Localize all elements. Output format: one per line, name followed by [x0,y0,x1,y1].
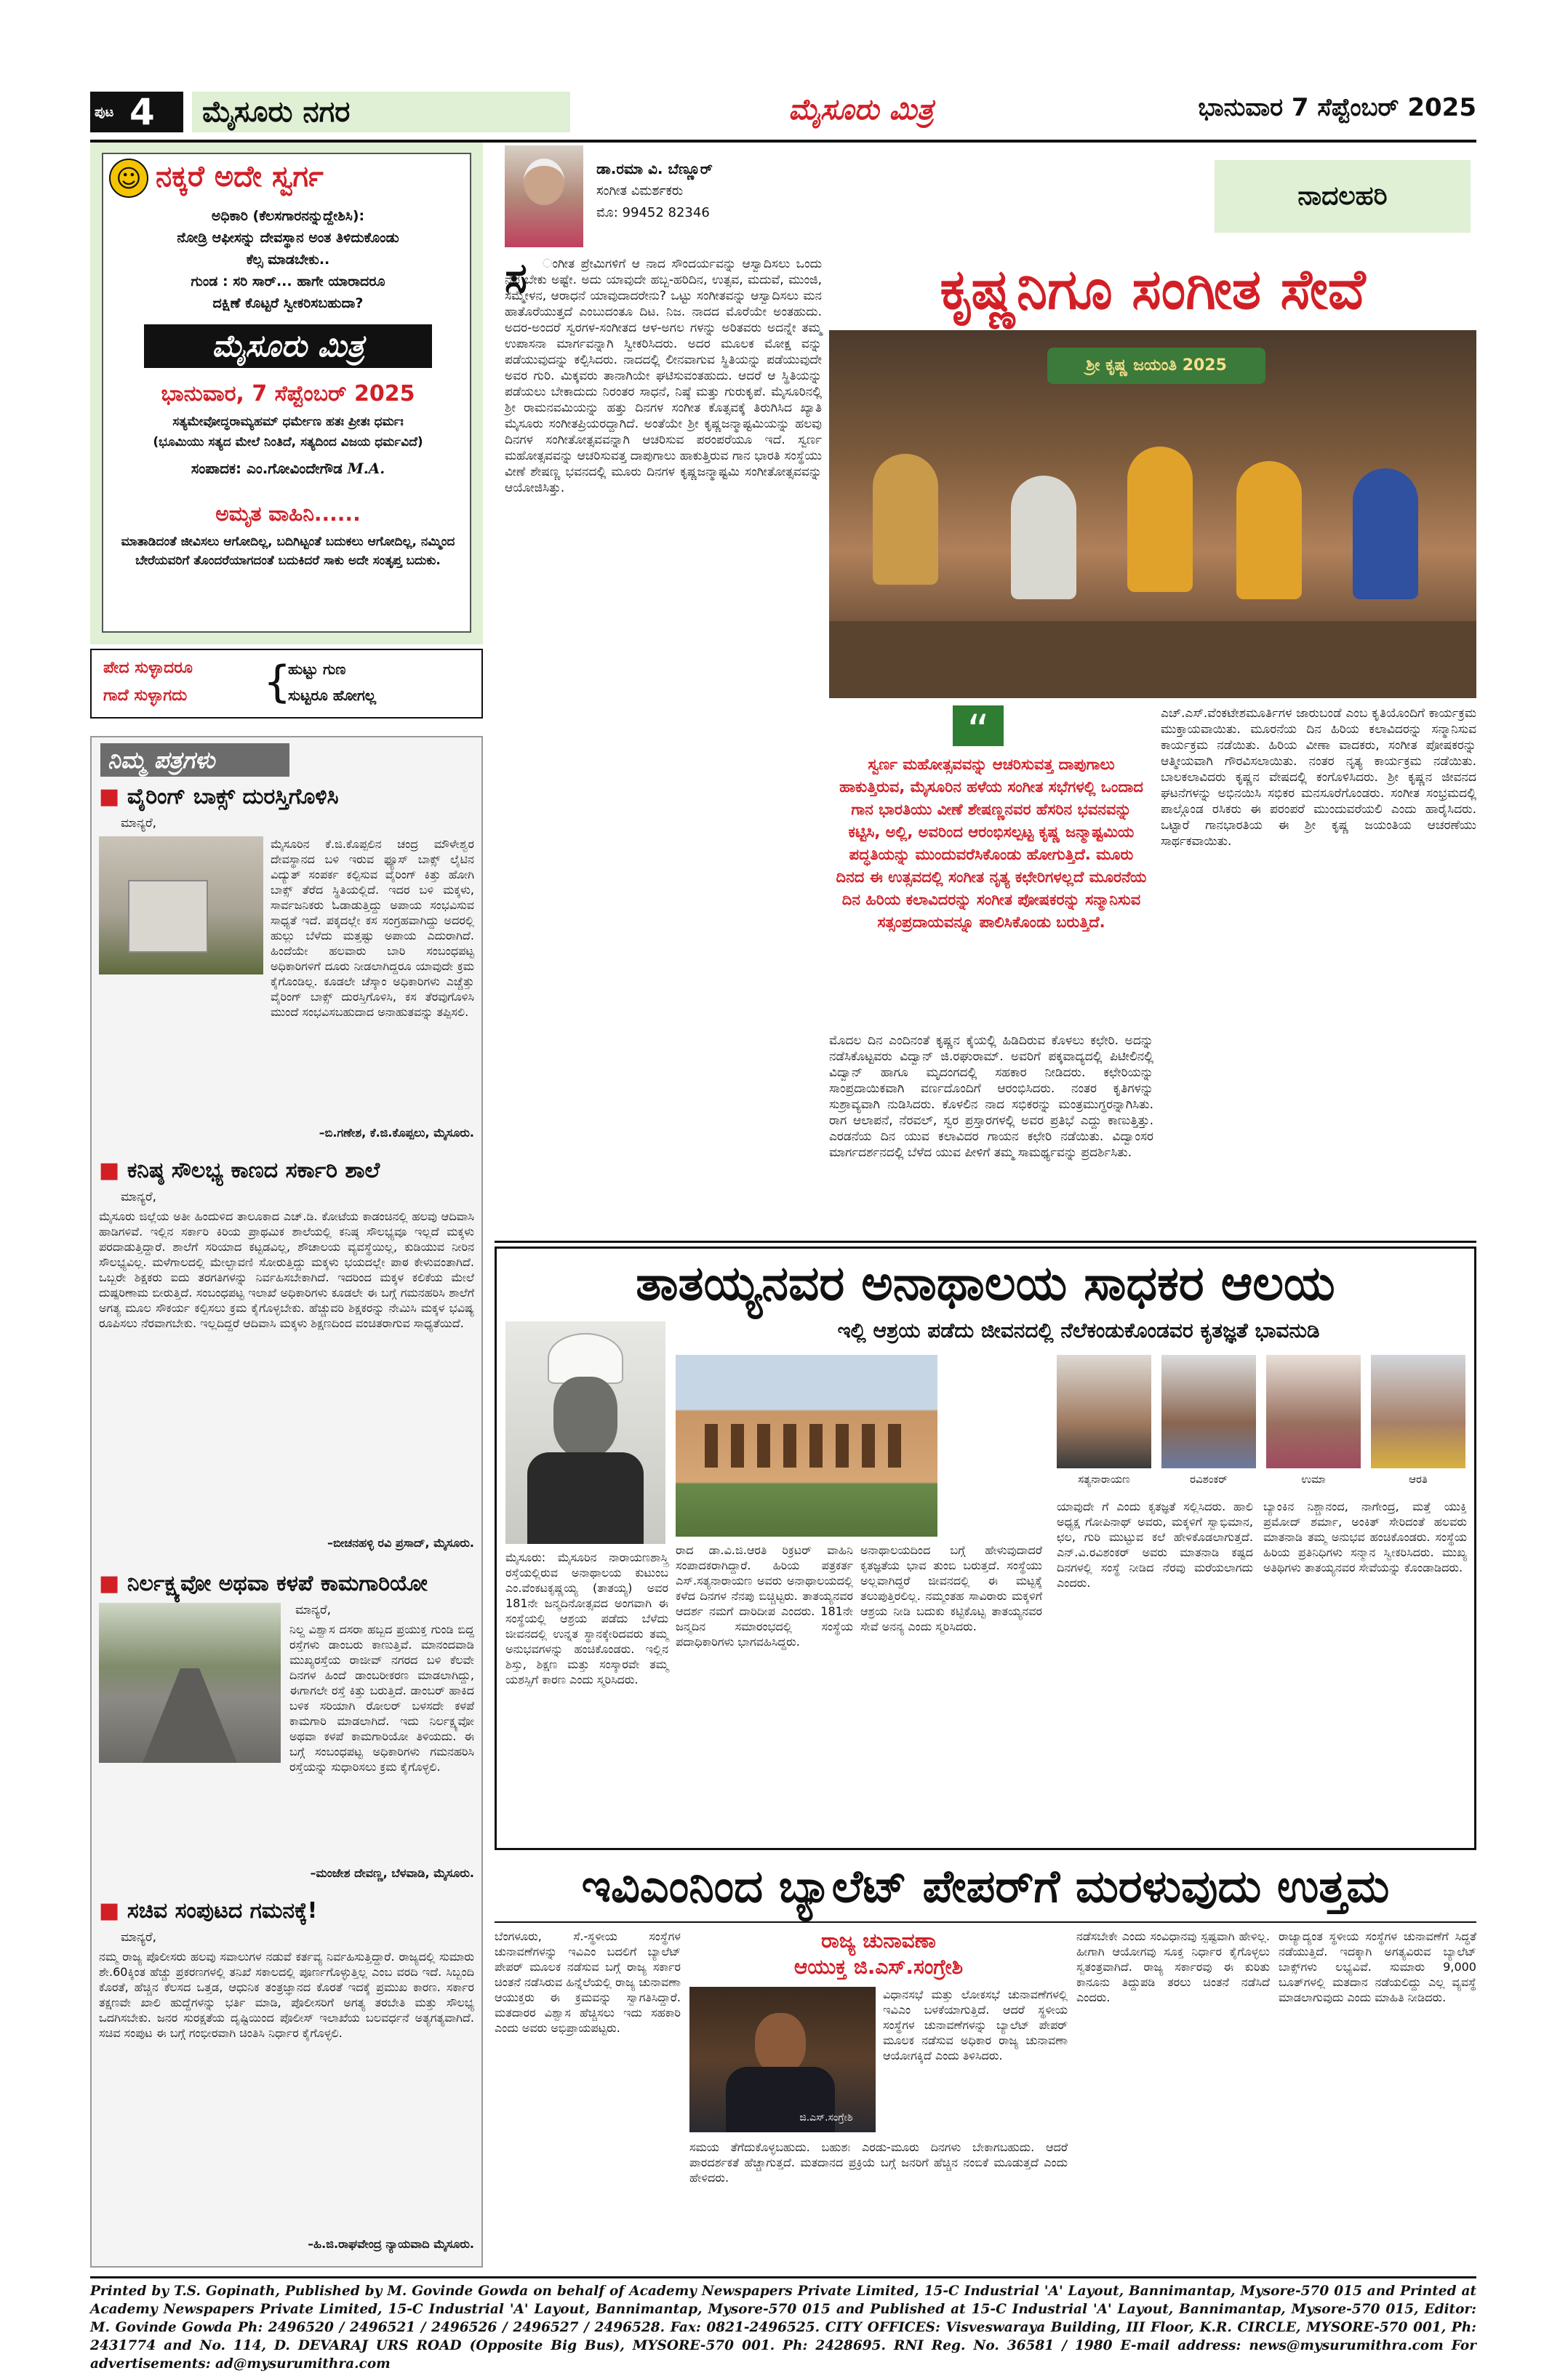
orphanage-col-3: ಅನಾಥಾಲಯದಿಂದ ಬಗ್ಗೆ ಹೇಳುವುದಾದರೆ ಕೃತಜ್ಞತೆಯ ಭಾವ ತುಂಬಿ ಬರುತ್ತದೆ. ಸಂಸ್ಥೆಯು ಅಲ್ಲವಾಗಿದ್ದರೆ ಜೀವನದಲ್ಲಿ ಈ ಮಟ್ಟಕ್ಕೆ ತಲುಪುತ್ತಿರಲಿಲ್ಲ. ನಮ್ಮಂತಹ ಸಾವಿರಾರು ಮಕ್ಕಳಿಗೆ ಆಶ್ರಯ ನೀಡಿ ಬದುಕು ಕಟ್ಟಿಕೊಟ್ಟ ತಾತಯ್ಯನವರ ಸೇವೆ ಅನನ್ಯ ಎಂದು ಸ್ಮರಿಸಿದರು. [860,1543,1042,1633]
person-photo-2 [1161,1355,1256,1468]
orphanage-col-4: ಯಾವುದೇ ಗೆ ಎಂದು ಕೃತಜ್ಞತೆ ಸಲ್ಲಿಸಿದರು. ಹಾಲಿ ಅಧ್ಯಕ್ಷ ಗೋಪಿನಾಥ್ ಅವರು, ಮಕ್ಕಳಿಗೆ ಸ್ವಾಭಿಮಾನ, ಛಲ, ಗುರಿ ಮುಟ್ಟುವ ಕಲೆ ಹೇಳಿಕೊಡಲಾಗುತ್ತದೆ. ಎನ್.ವಿ.ರವಿಶಂಕರ್ ಅವರು ಮಾತನಾಡಿ ಕಷ್ಟದ ದಿನಗಳಲ್ಲಿ ಸಂಸ್ಥೆ ನೀಡಿದ ನೆರವು ಮರೆಯಲಾಗದು ಎಂದರು. [1057,1500,1253,1590]
letter-4-salutation: ಮಾನ್ಯರೆ, [121,1930,157,1945]
letters-title: ನಿಮ್ಮ ಪತ್ರಗಳು [100,743,289,777]
letter-1 [99,784,474,1151]
joke-inner [102,153,471,633]
person-name-3: ಉಮಾ [1301,1473,1326,1486]
page-label: ಪುಟ [95,105,114,120]
ballot-byline-2: ಆಯುಕ್ತ ಜಿ.ಎಸ್.ಸಂಗ್ರೇಶಿ [793,1955,964,1979]
masthead-motto-2: (ಭೂಮಿಯು ಸತ್ಯದ ಮೇಲೆ ನಿಂತಿದೆ, ಸತ್ಯದಿಂದ ವಿಜಯ ಧರ್ಮವಿದೆ) [153,435,423,449]
letter-1-title: ■ ವೈರಿಂಗ್ ಬಾಕ್ಸ್ ದುರಸ್ತಿಗೊಳಿಸಿ [99,784,339,809]
person-photo-4 [1371,1355,1465,1468]
letter-4-title-text: ಸಚಿವ ಸಂಪುಟದ ಗಮನಕ್ಕೆ! [127,1898,318,1924]
ballot-head-rule [495,1921,1476,1923]
nadalahari-bottom-rule [495,1241,1476,1243]
orphanage-col-5: ಬ್ಯಾಂಕಿನ ನಿಶ್ಚಾನಂದ, ನಾಗೇಂದ್ರ, ಮತ್ತೆ ಯುಕ್ತಿ ಪ್ರಮೋದ್ ಶರ್ಮಾ, ಅಂಕಿತ್ ಸೇರಿದಂತೆ ಹಲವರು ಮಾತನಾಡಿ ತಮ್ಮ ಅನುಭವ ಹಂಚಿಕೊಂಡರು. ಸಂಸ್ಥೆಯ ಹಿರಿಯ ಪ್ರತಿನಿಧಿಗಳು ಸನ್ಮಾನ ಸ್ವೀಕರಿಸಿದರು. ಮುಖ್ಯ ಅತಿಥಿಗಳು ತಾತಯ್ಯನವರ ಸೇವೆಯನ್ನು ಕೊಂಡಾಡಿದರು. [1263,1500,1467,1574]
letter-4 [99,1898,474,2262]
person-name-1: ಸತ್ಯನಾರಾಯಣ [1078,1473,1130,1486]
letter-2-signature: –ಬೀಚನಹಳ್ಳಿ ರವಿ ಪ್ರಸಾದ್, ಮೈಸೂರು. [327,1536,474,1550]
author-phone: ಮೊ: 99452 82346 [596,205,710,220]
quote-box [829,705,1153,1025]
founder-portrait [505,1321,665,1544]
joke-line-5: ದಕ್ಷಿಣೆ ಕೊಟ್ಟರೆ ಸ್ವೀಕರಿಸಬಹುದಾ? [212,295,364,311]
joke-text [118,205,458,314]
nadalahari-article [495,145,1476,1236]
masthead-box-logo: ಮೈಸೂರು ಮಿತ್ರ [144,324,432,368]
ballot-col-3: ಸಮಯ ತೆಗೆದುಕೊಳ್ಳಬಹುದು. ಬಹುಶಃ ಎರಡು-ಮೂರು ದಿನಗಳು ಬೇಕಾಗಬಹುದು. ಆದರೆ ಪಾರದರ್ಶಕತೆ ಹೆಚ್ಚಾಗುತ್ತದೆ. ಮತದಾನದ ಪ್ರಕ್ರಿಯೆ ಬಗ್ಗೆ ಜನರಿಗೆ ಹೆಚ್ಚಿನ ನಂಬಿಕೆ ಮೂಡುತ್ತದೆ ಎಂದು ಹೇಳಿದರು. [689,2140,1068,2185]
musician-1 [873,454,938,585]
musician-2 [1011,476,1076,599]
orphanage-headline: ತಾತಯ್ಯನವರ ಅನಾಥಾಲಯ ಸಾಧಕರ ಆಲಯ [636,1255,1335,1311]
proverb-right-1: ಹುಟ್ಟು ಗುಣ [288,660,346,678]
letter-4-body: ನಮ್ಮ ರಾಜ್ಯ ಪೊಲೀಸರು ಹಲವು ಸವಾಲುಗಳ ನಡುವೆ ಕರ್ತವ್ಯ ನಿರ್ವಹಿಸುತ್ತಿದ್ದಾರೆ. ರಾಜ್ಯದಲ್ಲಿ ಸುಮಾರು ಶೇ.60ಕ್ಕಿಂತ ಹೆಚ್ಚು ಪ್ರಕರಣಗಳಲ್ಲಿ ತನಿಖೆ ಸಕಾಲದಲ್ಲಿ ಪೂರ್ಣಗೊಳ್ಳುತ್ತಿಲ್ಲ ಎಂಬ ವರದಿ ಇದೆ. ಸಿಬ್ಬಂದಿ ಕೊರತೆ, ಹೆಚ್ಚಿನ ಕೆಲಸದ ಒತ್ತಡ, ಆಧುನಿಕ ತಂತ್ರಜ್ಞಾನದ ಕೊರತೆ ಇದಕ್ಕೆ ಪ್ರಮುಖ ಕಾರಣ. ಸರ್ಕಾರ ತಕ್ಷಣವೇ ಖಾಲಿ ಹುದ್ದೆಗಳನ್ನು ಭರ್ತಿ ಮಾಡಿ, ಪೊಲೀಸರಿಗೆ ಅಗತ್ಯ ತರಬೇತಿ ಮತ್ತು ಸೌಲಭ್ಯ ಒದಗಿಸಬೇಕು. ಜನರ ಸುರಕ್ಷತೆಯ ದೃಷ್ಟಿಯಿಂದ ಪೊಲೀಸ್ ಇಲಾಖೆಯ ಬಲವರ್ಧನೆ ಅತ್ಯಗತ್ಯವಾಗಿದೆ. ಸಚಿವ ಸಂಪುಟ ಈ ಬಗ್ಗೆ ಗಂಭೀರವಾಗಿ ಚಿಂತಿಸಿ ನಿರ್ಧಾರ ಕೈಗೊಳ್ಳಲಿ. [99,1950,474,2040]
left-column [90,143,483,2268]
musician-5 [1353,468,1418,599]
commissioner-photo-caption: ಜಿ.ಎಸ್.ಸಂಗ್ರೇಶಿ [799,2112,853,2124]
proverb-right-2: ಸುಟ್ಟರೂ ಹೋಗಲ್ಲ [288,687,377,704]
letter-4-signature: –ಹಿ.ಜಿ.ರಾಘವೇಂದ್ರ ನ್ಯಾಯವಾದಿ ಮೈಸೂರು. [308,2237,474,2251]
joke-line-3: ಕೆಲ್ಸ ಮಾಡಬೇಕು.. [246,252,330,268]
road-shape [143,1668,237,1763]
editor-line [111,460,465,477]
nadalahari-headline: ಕೃಷ್ಣನಿಗೂ ಸಂಗೀತ ಸೇವೆ [940,257,1366,321]
quote-text: ಸ್ವರ್ಣ ಮಹೋತ್ಸವವನ್ನು ಆಚರಿಸುವತ್ತ ದಾಪುಗಾಲು ಹಾಕುತ್ತಿರುವ, ಮೈಸೂರಿನ ಹಳೆಯ ಸಂಗೀತ ಸಭೆಗಳಲ್ಲಿ ಒಂದಾದ ಗಾನ ಭಾರತಿಯು ವೀಣೆ ಶೇಷಣ್ಣನವರ ಹೆಸರಿನ ಭವನವನ್ನು ಕಟ್ಟಿಸಿ, ಅಲ್ಲಿ, ಅವರಿಂದ ಆರಂಭಿಸಲ್ಪಟ್ಟ ಕೃಷ್ಣ ಜನ್ಮಾಷ್ಟಮಿಯ ಪದ್ಧತಿಯನ್ನು ಮುಂದುವರೆಸಿಕೊಂಡು ಹೋಗುತ್ತಿದೆ. ಮೂರು ದಿನದ ಈ ಉತ್ಸವದಲ್ಲಿ ಸಂಗೀತ ನೃತ್ಯ ಕಛೇರಿಗಳಲ್ಲದೆ ಮೂರನೆಯ ದಿನ ಹಿರಿಯ ಕಲಾವಿದರನ್ನು ಸಂಗೀತ ಪೋಷಕರನ್ನು ಸನ್ಮಾನಿಸುವ ಸತ್ಸಂಪ್ರದಾಯವನ್ನೂ ಪಾಲಿಸಿಕೊಂಡು ಬರುತ್ತಿದೆ. [836,756,1147,931]
letter-3-title: ■ ನಿರ್ಲಕ್ಷ್ಯವೋ ಅಥವಾ ಕಳಪೆ ಕಾಮಗಾರಿಯೋ [99,1571,428,1596]
editor-degree: M.A. [347,460,385,477]
orphanage-building-photo [676,1355,937,1537]
ballot-col-5: ರಾಜ್ಯಾದ್ಯಂತ ಸ್ಥಳೀಯ ಸಂಸ್ಥೆಗಳ ಚುನಾವಣೆಗೆ ಸಿದ್ಧತೆ ನಡೆಯುತ್ತಿದೆ. ಇದಕ್ಕಾಗಿ ಅಗತ್ಯವಿರುವ ಬ್ಯಾಲೆಟ್ ಬಾಕ್ಸ್‌ಗಳು ಲಭ್ಯವಿವೆ. ಸುಮಾರು 9,000 ಬೂತ್‌ಗಳಲ್ಲಿ ಮತದಾನ ನಡೆಯಲಿದ್ದು ಎಲ್ಲ ವ್ಯವಸ್ಥೆ ಮಾಡಲಾಗುವುದು ಎಂದು ಮಾಹಿತಿ ನೀಡಿದರು. [1279,1929,1476,2004]
person-name-2: ರವಿಶಂಕರ್ [1189,1473,1228,1486]
letter-1-body: ಮೈಸೂರಿನ ಕೆ.ಜಿ.ಕೊಪ್ಪಲಿನ ಚಂದ್ರ ಮೌಳೇಶ್ವರ ದೇವಸ್ಥಾನದ ಬಳಿ ಇರುವ ಫ್ಯೂಸ್ ಬಾಕ್ಸ್ ಲೈಟಿನ ವಿದ್ಯುತ್ ಸಂಪರ್ಕ ಕಲ್ಪಿಸುವ ವೈರಿಂಗ್ ಕಿತ್ತು ಹೋಗಿ ಬಾಕ್ಸ್ ತೆರೆದ ಸ್ಥಿತಿಯಲ್ಲಿದೆ. ಇದರ ಬಳಿ ಮಕ್ಕಳು, ಸಾರ್ವಜನಿಕರು ಓಡಾಡುತ್ತಿದ್ದು ಅಪಾಯ ಸಂಭವಿಸುವ ಸಾಧ್ಯತೆ ಇದೆ. ಪಕ್ಕದಲ್ಲೇ ಕಸ ಸಂಗ್ರಹವಾಗಿದ್ದು ಅದರಲ್ಲಿ ಹುಲ್ಲು ಬೆಳೆದು ಮತ್ತಷ್ಟು ಅಪಾಯ ಎದುರಾಗಿದೆ. ಹಿಂದೆಯೇ ಹಲವಾರು ಬಾರಿ ಸಂಬಂಧಪಟ್ಟ ಅಧಿಕಾರಿಗಳಿಗೆ ದೂರು ನೀಡಲಾಗಿದ್ದರೂ ಯಾವುದೇ ಕ್ರಮ ಕೈಗೊಂಡಿಲ್ಲ. ಕೂಡಲೇ ಚೆಸ್ಕಾಂ ಅಧಿಕಾರಿಗಳು ಎಚ್ಚೆತ್ತು ವೈರಿಂಗ್ ಬಾಕ್ಸ್ ದುರಸ್ತಿಗೊಳಿಸಿ, ಕಸ ತೆರವುಗೊಳಿಸಿ ಮುಂದೆ ಸಂಭವಿಸಬಹುದಾದ ಅನಾಹುತವನ್ನು ತಪ್ಪಿಸಲಿ. [271,837,474,1019]
letter-2 [99,1158,474,1565]
proverb-left-2: ಗಾದೆ ಸುಳ್ಳಾಗದು [103,687,188,705]
ballot-col-2: ವಿಧಾನಸಭೆ ಮತ್ತು ಲೋಕಸಭೆ ಚುನಾವಣೆಗಳಲ್ಲಿ ಇವಿಎಂ ಬಳಕೆಯಾಗುತ್ತಿದೆ. ಆದರೆ ಸ್ಥಳೀಯ ಸಂಸ್ಥೆಗಳ ಚುನಾವಣೆಗಳನ್ನು ಬ್ಯಾಲೆಟ್ ಪೇಪರ್ ಮೂಲಕ ನಡೆಸುವ ಅಧಿಕಾರ ರಾಜ್ಯ ಚುನಾವಣಾ ಆಯೋಗಕ್ಕಿದೆ ಎಂದು ತಿಳಿಸಿದರು. [883,1988,1068,2062]
stage-floor [829,621,1476,698]
person-name-4: ಆರತಿ [1409,1473,1428,1486]
proverb-box [90,649,483,719]
header-bar [90,86,1476,138]
page-number: 4 [129,91,155,133]
letter-2-salutation: ಮಾನ್ಯರೆ, [121,1190,157,1204]
joke-line-1: ಅಧಿಕಾರಿ (ಕೆಲಸಗಾರನನ್ನುದ್ದೇಶಿಸಿ): [211,208,365,224]
letter-4-title: ■ ಸಚಿವ ಸಂಪುಟದ ಗಮನಕ್ಕೆ! [99,1898,318,1924]
amrutha-text: ಮಾತಾಡಿದಂತೆ ಜೀವಿಸಲು ಆಗೋದಿಲ್ಲ, ಬದಿಗಿಟ್ಟಂತೆ ಬದುಕಲು ಆಗೋದಿಲ್ಲ, ನಮ್ಮಿಂದ ಬೇರೆಯವರಿಗೆ ತೊಂದರೆಯಾಗದಂತೆ ಬದುಕಿದರೆ ಸಾಕು ಅದೇ ಸಂತೃಪ್ತ ಬದುಕು. [121,535,455,568]
musician-3 [1127,447,1193,592]
ballot-col-1: ಬೆಂಗಳೂರು, ಸೆ.-ಸ್ಥಳೀಯ ಸಂಸ್ಥೆಗಳ ಚುನಾವಣೆಗಳನ್ನು ಇವಿಎಂ ಬದಲಿಗೆ ಬ್ಯಾಲೆಟ್ ಪೇಪರ್ ಮೂಲಕ ನಡೆಸುವ ಬಗ್ಗೆ ರಾಜ್ಯ ಸರ್ಕಾರ ಚಿಂತನೆ ನಡೆಸಿರುವ ಹಿನ್ನೆಲೆಯಲ್ಲಿ ರಾಜ್ಯ ಚುನಾವಣಾ ಆಯುಕ್ತರು ಈ ಕ್ರಮವನ್ನು ಸ್ವಾಗತಿಸಿದ್ದಾರೆ. ಮತದಾರರ ವಿಶ್ವಾಸ ಹೆಚ್ಚಿಸಲು ಇದು ಸಹಕಾರಿ ಎಂದು ಅವರು ಅಭಿಪ್ರಾಯಪಟ್ಟರು. [495,1929,681,2035]
laugh-icon: ☺ [109,159,148,198]
commissioner-photo [689,1987,876,2132]
footer-rule [90,2276,1476,2278]
letter-3-signature: –ಮಂಜೇಶ ದೇವಣ್ಣ, ಬೆಳವಾಡಿ, ಮೈಸೂರು. [310,1866,474,1880]
joke-line-2: ನೋಡ್ರಿ ಆಫೀಸನ್ನು ದೇವಸ್ಥಾನ ಅಂತ ತಿಳಿದುಕೊಂಡು [177,230,399,246]
masthead-motto-1: ಸತ್ಯಮೇವೋದ್ಧರಾಮ್ಯಹಮ್ ಧರ್ಮೇಣ ಹತಃ ಪ್ರೀತಃ ಧರ್ಮಃ [172,415,404,429]
orphanage-col-1: ಮೈಸೂರು: ಮೈಸೂರಿನ ನಾರಾಯಣಶಾಸ್ತ್ರಿ ರಸ್ತೆಯಲ್ಲಿರುವ ಅನಾಥಾಲಯ ಕುಟುಂಬ ಎಂ.ವೆಂಕಟಕೃಷ್ಣಯ್ಯ (ತಾತಯ್ಯ) ಅವರ 181ನೇ ಜನ್ಮದಿನೋತ್ಸವದ ಅಂಗವಾಗಿ ಈ ಸಂಸ್ಥೆಯಲ್ಲಿ ಆಶ್ರಯ ಪಡೆದು ಬೆಳೆದು ಜೀವನದಲ್ಲಿ ಉನ್ನತ ಸ್ಥಾನಕ್ಕೇರಿದವರು ತಮ್ಮ ಅನುಭವಗಳನ್ನು ಹಂಚಿಕೊಂಡರು. ಇಲ್ಲಿನ ಶಿಸ್ತು, ಶಿಕ್ಷಣ ಮತ್ತು ಸಂಸ್ಕಾರವೇ ತಮ್ಮ ಯಶಸ್ಸಿಗೆ ಕಾರಣ ಎಂದು ಸ್ಮರಿಸಿದರು. [505,1550,668,1686]
amrutha-title: ಅಮೃತ ವಾಹಿನಿ...... [215,502,361,526]
ballot-headline: ಇವಿಎಂನಿಂದ ಬ್ಯಾಲೆಟ್ ಪೇಪರ್‌ಗೆ ಮರಳುವುದು ಉತ್ತಮ [581,1860,1390,1913]
proverb-left-1: ಪೇದ ಸುಳ್ಳಾದರೂ [103,659,193,677]
joke-box [90,143,483,644]
person-photo-3 [1266,1355,1361,1468]
column-banner: ನಾದಲಹರಿ [1215,160,1471,233]
letter-1-salutation: ಮಾನ್ಯರೆ, [121,816,157,831]
editor-name: ಎಂ.ಗೋವಿಂದೇಗೌಡ [247,460,343,477]
joke-title: ನಕ್ಕರೆ ಅದೇ ಸ್ವರ್ಗ [156,160,324,193]
page-number-badge [90,92,183,132]
author-head [524,159,564,205]
letter-1-title-text: ವೈರಿಂಗ್ ಬಾಕ್ಸ್ ದುರಸ್ತಿಗೊಳಿಸಿ [127,784,339,809]
section-name: ಮೈಸೂರು ನಗರ [192,92,570,132]
author-role: ಸಂಗೀತ ವಿಮರ್ಶಕರು [596,183,684,199]
orphanage-subhead: ಇಲ್ಲಿ ಆಶ್ರಯ ಪಡೆದು ಜೀವನದಲ್ಲಿ ನೆಲೆಕಂಡುಕೊಂಡವರ ಕೃತಜ್ಞತೆ ಭಾವನುಡಿ [837,1318,1320,1342]
commissioner-face [755,2013,806,2074]
letter-3-title-text: ನಿರ್ಲಕ್ಷ್ಯವೋ ಅಥವಾ ಕಳಪೆ ಕಾಮಗಾರಿಯೋ [127,1571,428,1596]
letter-2-title-text: ಕನಿಷ್ಠ ಸೌಲಭ್ಯ ಕಾಣದ ಸರ್ಕಾರಿ ಶಾಲೆ [127,1158,380,1183]
founder-face [553,1377,617,1457]
photo-banner: ಶ್ರೀ ಕೃಷ್ಣ ಜಯಂತಿ 2025 [1047,348,1265,384]
wiring-box-shape [128,880,208,953]
proverb-brace: { [263,657,292,708]
founder-coat [527,1452,644,1544]
dropcap: ಸ [505,253,527,303]
orphanage-col-2: ರಾದ ಡಾ.ವಿ.ಜಿ.ಆರತಿ ರಿಕ್ರಟರ್ ವಾಹಿನಿ ಸಂಪಾದಕರಾಗಿದ್ದಾರೆ. ಹಿರಿಯ ಪತ್ರಕರ್ತ ಎಸ್.ಸತ್ಯನಾರಾಯಣ ಅವರು ಅನಾಥಾಲಯದಲ್ಲಿ ಕಳೆದ ದಿನಗಳ ನೆನಪು ಬಿಚ್ಚಿಟ್ಟರು. ತಾತಯ್ಯನವರ ಆದರ್ಶ ನಮಗೆ ದಾರಿದೀಪ ಎಂದರು. 181ನೇ ಜನ್ಮದಿನ ಸಮಾರಂಭದಲ್ಲಿ ಸಂಸ್ಥೆಯ ಪದಾಧಿಕಾರಿಗಳು ಭಾಗವಹಿಸಿದ್ದರು. [676,1543,853,1649]
quote-mark-icon: “ [953,705,1004,746]
author-name: ಡಾ.ರಮಾ ವಿ. ಬೆಣ್ಣೂರ್ [596,160,713,177]
concert-photo [829,330,1476,698]
nadalahari-col-2: ಮೊದಲ ದಿನ ಎಂದಿನಂತೆ ಕೃಷ್ಣನ ಕೈಯಲ್ಲಿ ಹಿಡಿದಿರುವ ಕೊಳಲು ಕಛೇರಿ. ಅದನ್ನು ನಡೆಸಿಕೊಟ್ಟವರು ವಿದ್ವಾನ್ ಜಿ.ರಘುರಾಮ್. ಅವರಿಗೆ ಪಕ್ಕವಾದ್ಯದಲ್ಲಿ ಪಿಟೀಲಿನಲ್ಲಿ ವಿದ್ವಾನ್ ಹಾಗೂ ಮೃದಂಗದಲ್ಲಿ ಸಹಕಾರ ನೀಡಿದರು. ಕಛೇರಿಯನ್ನು ಸಾಂಪ್ರದಾಯಿಕವಾಗಿ ವರ್ಣದೊಂದಿಗೆ ಆರಂಭಿಸಿದರು. ನಂತರ ಕೃತಿಗಳನ್ನು ಸುಶ್ರಾವ್ಯವಾಗಿ ನುಡಿಸಿದರು. ಕೊಳಲಿನ ನಾದ ಸಭಿಕರನ್ನು ಮಂತ್ರಮುಗ್ಧರನ್ನಾಗಿಸಿತು. ರಾಗ ಆಲಾಪನೆ, ನೆರವಲ್, ಸ್ವರ ಪ್ರಸ್ತಾರಗಳಲ್ಲಿ ಅವರ ಪ್ರತಿಭೆ ಎದ್ದು ಕಾಣುತ್ತಿತ್ತು. ಎರಡನೆಯ ದಿನ ಯುವ ಕಲಾವಿದರ ಗಾಯನ ಕಛೇರಿ ನಡೆಯಿತು. ವಿದ್ವಾಂಸರ ಮಾರ್ಗದರ್ಶನದಲ್ಲಿ ಬೆಳೆದ ಯುವ ಪೀಳಿಗೆ ತಮ್ಮ ಸಾಮರ್ಥ್ಯವನ್ನು ಪ್ರದರ್ಶಿಸಿತು. [829,1033,1153,1160]
header-date: ಭಾನುವಾರ 7 ಸೆಪ್ಟೆಂಬರ್ 2025 [1198,93,1476,122]
letters-section [90,736,483,2268]
masthead-box-date: ಭಾನುವಾರ, 7 ಸೆಪ್ಟೆಂಬರ್ 2025 [161,381,415,407]
letter-2-title: ■ ಕನಿಷ್ಠ ಸೌಲಭ್ಯ ಕಾಣದ ಸರ್ಕಾರಿ ಶಾಲೆ [99,1158,380,1183]
letter-1-signature: –ಬಿ.ಗಣೇಶ, ಕೆ.ಜಿ.ಕೊಪ್ಪಲು, ಮೈಸೂರು. [319,1126,474,1140]
letter-3-photo [99,1603,281,1763]
orphanage-article [495,1246,1476,1850]
nadalahari-col-1: ಂಗೀತ ಪ್ರೇಮಿಗಳಿಗೆ ಆ ನಾದ ಸೌಂದರ್ಯವನ್ನು ಆಸ್ವಾದಿಸಲು ಒಂದು ನೆಪ ಬೇಕು ಅಷ್ಟೇ. ಅದು ಯಾವುದೇ ಹಬ್ಬ-ಹರಿದಿನ, ಉತ್ಸವ, ಮದುವೆ, ಮುಂಜಿ, ಸಮ್ಮೇಳನ, ಆರಾಧನೆ ಯಾವುದಾದರೇನು? ಒಟ್ಟು ಸಂಗೀತವನ್ನು ಆಸ್ವಾದಿಸಲು ಮನ ಹಾತೊರೆಯುತ್ತದೆ ಎಂಬುದಂತೂ ದಿಟ. ನಿಜ. ನಾದದ ಮೊರೆಯೇ ಅಂತಹುದು. ಅದರ-ಅಂದರೆ ಸ್ವರಗಳ-ಸಂಗೀತದ ಆಳ-ಅಗಲ ಗಳನ್ನು ಅರಿತವರು ಅದನ್ನೇ ತಮ್ಮ ಉಪಾಸನಾ ಮಾರ್ಗವನ್ನಾಗಿ ಸ್ವೀಕರಿಸಿದರು. ಅದರ ಮೂಲಕ ಮೋಕ್ಷ ವನ್ನು ಪಡೆಯುವುದನ್ನು ಕಲ್ಪಿಸಿದರು. ನಾದದಲ್ಲಿ ಲೀನವಾಗುವ ಸ್ಥಿತಿಯನ್ನು ಪಡೆಯುವುದೇ ಅವರ ಗುರಿ. ಮಿಕ್ಕವರು ತಾನಾಗಿಯೇ ಘಟಿಸುವಂತಹುದು. ಆದರೆ ಆ ಸ್ಥಿತಿಯನ್ನು ಪಡೆಯಲು ಬೇಕಾದುದು ನಿರಂತರ ಸಾಧನೆ, ನಿಷ್ಠೆ ಮತ್ತು ಗುರುಕೃಪೆ. ಮೈಸೂರಿನಲ್ಲಿ ಶ್ರೀ ರಾಮನವಮಿಯನ್ನು ಹತ್ತು ದಿನಗಳ ಸಂಗೀತ ಕೊತ್ಸವಕ್ಕೆ ತಿರುಗಿಸಿದ ಖ್ಯಾತಿ ಮೈಸೂರು ಸಂಗೀತಪ್ರಿಯರದ್ದಾಗಿದೆ. ಅಂತೆಯೇ ಶ್ರೀ ಕೃಷ್ಣಜನ್ಮಾಷ್ಟಮಿಯನ್ನು ಹಲವು ದಿನಗಳ ಸಂಗೀತೋತ್ಸವವನ್ನಾಗಿ ಆಚರಿಸುವ ಪರಂಪರೆಯೂ ಇದೆ. ಸ್ವರ್ಣ ಮಹೋತ್ಸವವನ್ನು ಆಚರಿಸುವತ್ತ ದಾಪುಗಾಲು ಹಾಕುತ್ತಿರುವ ಗಾನ ಭಾರತಿ ಸಂಸ್ಥೆಯು ವೀಣೆ ಶೇಷಣ್ಣ ಭವನದಲ್ಲಿ ಮೂರು ದಿನಗಳ ಕೃಷ್ಣಜನ್ಮಾಷ್ಟಮಿ ಸಂಗೀತೋತ್ಸವವನ್ನು ಆಯೋಜಿಸಿತ್ತು. [505,257,822,495]
joke-line-4: ಗುಂಡ : ಸರಿ ಸಾರ್... ಹಾಗೇ ಯಾರಾದರೂ [191,273,385,289]
person-photo-1 [1057,1355,1151,1468]
ballot-byline-1: ರಾಜ್ಯ ಚುನಾವಣಾ [821,1929,936,1953]
imprint-footer: Printed by T.S. Gopinath, Published by M. Govinde Gowda on behalf of Academy Newspapers Private Limited, 15-C Industrial 'A' Layout, Bannimantap, Mysore-570 015 and Printed at Academy Newspapers Private Limited, 15-C Industrial 'A' Layout, Bannimantap, Mysore-570 015 and Published at 15-C Industrial 'A' Layout, Bannimantap, Mysore-570 015, Editor: M. Govinde Gowda Ph: 2496520 / 2496521 / 2496526 / 2496527 / 2496528. Fax: 0821-2496525. CITY OFFICES: Visveswaraya Building, III Floor, K.R. CIRCLE, MYSORE-570 001, Ph: 2431774 and No. 114, D. DEVARAJ URS ROAD (Opposite Big Bus), MYSORE-570 001. Ph: 2428695. RNI Reg. No. 36581 / 1980 E-mail address: news@mysurumithra.com For advertisements: ad@mysurumithra.com [90,2284,1476,2372]
letter-1-photo [99,836,263,975]
nadalahari-col-4: ಎಚ್.ಎಸ್.ವೆಂಕಟೇಶಮೂರ್ತಿಗಳ ಜಾರುಬಂಡೆ ಎಂಬ ಕೃತಿಯೊಂದಿಗೆ ಕಾರ್ಯಕ್ರಮ ಮುಕ್ತಾಯವಾಯಿತು. ಮೂರನೆಯ ದಿನ ಹಿರಿಯ ಕಲಾವಿದರನ್ನು ಸನ್ಮಾನಿಸುವ ಕಾರ್ಯಕ್ರಮ ನಡೆಯಿತು. ಹಿರಿಯ ವೀಣಾ ವಾದಕರು, ಸಂಗೀತ ಪೋಷಕರನ್ನು ಆತ್ಮೀಯವಾಗಿ ಗೌರವಿಸಲಾಯಿತು. ನಂತರ ನೃತ್ಯ ಕಾರ್ಯಕ್ರಮ ನಡೆಯಿತು. ಬಾಲಕಲಾವಿದರು ಕೃಷ್ಣನ ವೇಷದಲ್ಲಿ ಕಂಗೊಳಿಸಿದರು. ಶ್ರೀ ಕೃಷ್ಣನ ಜೀವನದ ಘಟನೆಗಳನ್ನು ಅಭಿನಯಿಸಿ ಸಭಿಕರ ಮನಸೂರೆಗೊಂಡರು. ಸಂಗೀತ ಸಂಭ್ರಮದಲ್ಲಿ ಪಾಲ್ಗೊಂಡ ರಸಿಕರು ಈ ಪರಂಪರೆ ಮುಂದುವರೆಯಲಿ ಎಂದು ಹಾರೈಸಿದರು. ಒಟ್ಟಾರೆ ಗಾನಭಾರತಿಯ ಈ ಶ್ರೀ ಕೃಷ್ಣ ಜಯಂತಿಯ ಆಚರಣೆಯು ಸಾರ್ಥಕವಾಯಿತು. [1161,706,1476,849]
masthead-logo: ಮೈಸೂರು ಮಿತ್ರ [788,93,934,127]
letter-3-body: ನಿಲ್ದ ವಿಶ್ವಾಸ ದಸರಾ ಹಬ್ಬದ ಪ್ರಯುಕ್ತ ಗುಂಡಿ ಬಿದ್ದ ರಸ್ತೆಗಳು ಡಾಂಬರು ಕಾಣುತ್ತಿವೆ. ಮಾನಂದವಾಡಿ ಮುಖ್ಯರಸ್ತೆಯ ರಾಜೀವ್ ನಗರದ ಬಳಿ ಕೆಲವೇ ದಿನಗಳ ಹಿಂದೆ ಡಾಂಬರೀಕರಣ ಮಾಡಲಾಗಿದ್ದು, ಈಗಾಗಲೇ ರಸ್ತೆ ಕಿತ್ತು ಬರುತ್ತಿದೆ. ಡಾಂಬರ್ ಹಾಕಿದ ಬಳಿಕ ಸರಿಯಾಗಿ ರೋಲರ್ ಬಳಸದೇ ಕಳಪೆ ಕಾಮಗಾರಿ ಮಾಡಲಾಗಿದೆ. ಇದು ನಿರ್ಲಕ್ಷ್ಯವೋ ಅಥವಾ ಕಳಪೆ ಕಾಮಗಾರಿಯೋ ತಿಳಿಯದು. ಈ ಬಗ್ಗೆ ಸಂಬಂಧಪಟ್ಟ ಅಧಿಕಾರಿಗಳು ಗಮನಹರಿಸಿ ರಸ್ತೆಯನ್ನು ಸುಧಾರಿಸಲು ಕ್ರಮ ಕೈಗೊಳ್ಳಲಿ. [289,1622,474,1774]
building-windows [705,1424,908,1468]
ballot-article [495,1856,1476,2270]
letter-3-salutation: ಮಾನ್ಯರೆ, [295,1603,332,1617]
letter-3 [99,1571,474,1891]
ballot-col-4: ನಡೆಸಬೇಕೇ ಎಂದು ಸಂವಿಧಾನವು ಸ್ಪಷ್ಟವಾಗಿ ಹೇಳಿಲ್ಲ. ಹೀಗಾಗಿ ಆಯೋಗವು ಸೂಕ್ತ ನಿರ್ಧಾರ ಕೈಗೊಳ್ಳಲು ಸ್ವತಂತ್ರವಾಗಿದೆ. ರಾಜ್ಯ ಸರ್ಕಾರವು ಈ ಕುರಿತು ಕಾನೂನು ತಿದ್ದುಪಡಿ ತರಲು ಚಿಂತನೆ ನಡೆಸಿದೆ ಎಂದರು. [1076,1929,1270,2004]
musician-4 [1236,461,1302,599]
author-photo [505,145,583,247]
letter-2-body: ಮೈಸೂರು ಜಿಲ್ಲೆಯ ಅತೀ ಹಿಂದುಳಿದ ತಾಲೂಕಾದ ಎಚ್.ಡಿ. ಕೋಟೆಯ ಕಾಡಂಚಿನಲ್ಲಿ ಹಲವು ಆದಿವಾಸಿ ಹಾಡಿಗಳಿವೆ. ಇಲ್ಲಿನ ಸರ್ಕಾರಿ ಕಿರಿಯ ಪ್ರಾಥಮಿಕ ಶಾಲೆಯಲ್ಲಿ ಕನಿಷ್ಠ ಸೌಲಭ್ಯವೂ ಇಲ್ಲದೆ ಮಕ್ಕಳು ಪರದಾಡುತ್ತಿದ್ದಾರೆ. ಶಾಲೆಗೆ ಸರಿಯಾದ ಕಟ್ಟಡವಿಲ್ಲ, ಶೌಚಾಲಯ ವ್ಯವಸ್ಥೆಯಿಲ್ಲ, ಕುಡಿಯುವ ನೀರಿನ ಸೌಲಭ್ಯವಿಲ್ಲ. ಮಳೆಗಾಲದಲ್ಲಿ ಮೇಲ್ಛಾವಣಿ ಸೋರುತ್ತಿದ್ದು ಮಕ್ಕಳು ಭಯದಲ್ಲೇ ಪಾಠ ಕೇಳುವಂತಾಗಿದೆ. ಒಬ್ಬರೇ ಶಿಕ್ಷಕರು ಐದು ತರಗತಿಗಳನ್ನು ನಿರ್ವಹಿಸಬೇಕಾಗಿದೆ. ಇದರಿಂದ ಮಕ್ಕಳ ಕಲಿಕೆಯ ಮೇಲೆ ದುಷ್ಪರಿಣಾಮ ಬೀರುತ್ತಿದೆ. ಸಂಬಂಧಪಟ್ಟ ಇಲಾಖೆ ಅಧಿಕಾರಿಗಳು ಕೂಡಲೇ ಈ ಬಗ್ಗೆ ಗಮನಹರಿಸಿ ಶಾಲೆಗೆ ಅಗತ್ಯ ಮೂಲ ಸೌಕರ್ಯ ಕಲ್ಪಿಸಲು ಕ್ರಮ ಕೈಗೊಳ್ಳಬೇಕು. ಹೆಚ್ಚುವರಿ ಶಿಕ್ಷಕರನ್ನು ನೇಮಿಸಿ ಮಕ್ಕಳ ಭವಿಷ್ಯ ರೂಪಿಸಲು ನೆರವಾಗಬೇಕು. ಇಲ್ಲದಿದ್ದರೆ ಆದಿವಾಸಿ ಮಕ್ಕಳು ಶಿಕ್ಷಣದಿಂದ ವಂಚಿತರಾಗುವ ಸಾಧ್ಯತೆಯಿದೆ. [99,1209,474,1330]
editor-label: ಸಂಪಾದಕ: [191,460,242,477]
